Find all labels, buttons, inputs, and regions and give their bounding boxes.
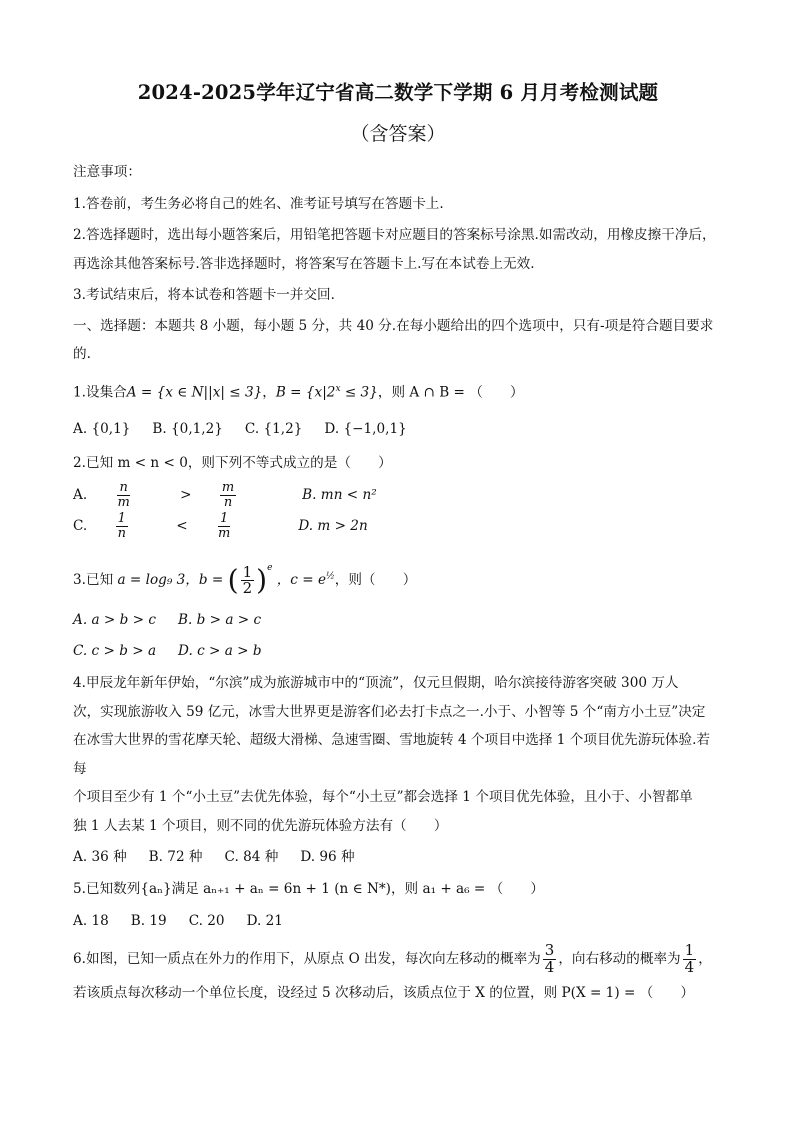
q5-option-b[interactable]: B. 19: [130, 912, 167, 929]
q5-option-a[interactable]: A. 18: [73, 912, 109, 929]
q1-option-a[interactable]: A. {0,1}: [73, 420, 131, 437]
q2-c-frac-2: $\frac{1}{m}$: [218, 511, 231, 541]
q6-line1-end: ，: [698, 950, 712, 967]
q4-option-b[interactable]: B. 72 种: [148, 849, 203, 866]
q4-line-1: 4.甲辰龙年新年伊始，“尔滨”成为旅游城市中的“顶流”，仅元旦假期，哈尔滨接待游客突破 300 万人: [73, 675, 679, 692]
q1-set-b-exp: x: [335, 383, 341, 394]
note-item-2: 2.答选择题时，选出每小题答案后，用铅笔把答题卡对应题目的答案标号涂黑.如需改动，用橡皮擦干净后，: [73, 227, 716, 243]
q4-line-5: 独 1 人去某 1 个项目，则不同的优先游玩体验方法有（ ）: [73, 817, 448, 834]
q1-sep: ，: [262, 384, 276, 401]
q4-options: [73, 843, 723, 871]
q1-option-b[interactable]: B. {0,1,2}: [152, 420, 223, 437]
notes-heading: 注意事项：: [73, 164, 141, 180]
q3-right-paren: ): [256, 563, 268, 597]
q1-options: [73, 415, 723, 443]
section-instructions-cont: 的.: [73, 346, 91, 362]
q1-set-a: A = {x ∈ N||x| ≤ 3}: [126, 384, 263, 401]
question-6: [73, 939, 723, 1008]
q3-b-frac: $\frac{1}{2}$: [242, 562, 253, 598]
q5-option-c[interactable]: C. 20: [188, 912, 225, 929]
q1-option-c[interactable]: C. {1,2}: [244, 420, 303, 437]
q3-c-exp: ½: [326, 571, 335, 582]
q2-option-c-label: C.: [73, 517, 88, 534]
exam-subtitle: （含答案）: [350, 123, 446, 145]
question-2: [73, 449, 723, 541]
q6-line1-mid: ，向右移动的概率为: [558, 950, 681, 967]
exam-page: [73, 78, 723, 1007]
question-5: [73, 875, 723, 935]
q3-c-pre: ，c = e: [276, 572, 327, 589]
q3-option-b[interactable]: B. b > a > c: [177, 612, 262, 629]
note-item-1: 1.答卷前，考生务必将自己的姓名、准考证号填写在答题卡上.: [73, 195, 444, 212]
q2-options-row1: [73, 481, 723, 510]
q2-stem: 2.已知 m < n < 0，则下列不等式成立的是（ ）: [73, 454, 392, 471]
q3-ask: ，则（ ）: [334, 572, 417, 589]
q4-option-a[interactable]: A. 36 种: [73, 849, 127, 866]
exam-title: 2024-2025学年辽宁省高二数学下学期 6 月月考检测试题: [137, 81, 659, 104]
q6-line-1: [73, 939, 723, 979]
q3-option-c[interactable]: C. c > b > a: [73, 643, 157, 660]
q2-option-c[interactable]: [73, 512, 276, 541]
q1-option-d[interactable]: D. {−1,0,1}: [324, 420, 407, 437]
question-1-stem: [73, 375, 723, 407]
q4-line-3: 在冰雪大世界的雪花摩天轮、超级大滑梯、急速雪圈、雪地旋转 4 个项目中选择 1 个项目优先游玩体验.若每: [73, 732, 711, 777]
q3-b-pre: ，b =: [185, 572, 224, 589]
note-item-2-cont: 再选涂其他答案标号.答非选择题时，将答案写在答题卡上.写在本试卷上无效.: [73, 255, 535, 272]
section-choice: [73, 312, 723, 369]
q5-options: [73, 907, 723, 935]
q1-set-b-pre: B = {x|2: [275, 384, 336, 401]
q2-a-frac-2: $\frac{m}{n}$: [221, 480, 235, 511]
q2-c-frac-1: $\frac{1}{n}$: [117, 511, 126, 541]
q3-left-paren: (: [227, 563, 239, 597]
q1-set-b-post: ≤ 3}: [340, 384, 378, 401]
q3-options-row1: [73, 606, 723, 634]
q3-b-exp: e: [267, 563, 273, 574]
q6-line1-pre: 6.如图，已知一质点在外力的作用下，从原点 O 出发，每次向左移动的概率为: [73, 950, 541, 967]
q2-option-a-label: A.: [73, 487, 88, 504]
q3-stem: [73, 546, 723, 602]
q6-right-prob: $\frac{1}{4}$: [684, 941, 695, 976]
q4-line-4: 个项目至少有 1 个“小土豆”去优先体验，每个“小土豆”都会选择 1 个项目优先体验，且小于、小智都单: [73, 789, 693, 806]
note-item-3: 3.考试结束后，将本试卷和答题卡一并交回.: [73, 287, 335, 303]
q6-left-prob: $\frac{3}{4}$: [544, 941, 555, 976]
q4-option-c[interactable]: C. 84 种: [224, 849, 279, 866]
q1-prefix: 1.设集合: [73, 384, 127, 401]
q2-option-a[interactable]: [73, 481, 280, 510]
question-1: [73, 375, 723, 443]
q4-option-d[interactable]: D. 96 种: [300, 849, 355, 866]
q2-option-b[interactable]: B. mn < n²: [302, 487, 377, 504]
q2-option-d[interactable]: D. m > 2n: [298, 517, 368, 534]
q2-c-relation: <: [176, 517, 188, 534]
q3-option-a[interactable]: A. a > b > c: [73, 612, 156, 629]
q2-a-frac-1: $\frac{n}{m}$: [117, 480, 130, 511]
q5-option-d[interactable]: D. 21: [246, 912, 283, 929]
q5-stem: 5.已知数列{aₙ}满足 aₙ₊₁ + aₙ = 6n + 1 (n ∈ N*)，则 a₁ + a₆ = （ ）: [73, 881, 545, 898]
q6-line-2: 若该质点每次移动一个单位长度，设经过 5 次移动后，该质点位于 X 的位置，则 P(X = 1) = （ ）: [73, 984, 695, 1001]
question-3: [73, 546, 723, 665]
notes-block: [73, 158, 723, 310]
question-4: [73, 669, 723, 871]
q3-prefix: 3.已知: [73, 572, 114, 589]
q3-option-d[interactable]: D. c > a > b: [178, 643, 262, 660]
q2-options-row2: [73, 512, 723, 541]
q3-options-row2: [73, 637, 723, 665]
section-instructions: 一、选择题：本题共 8 小题，每小题 5 分，共 40 分.在每小题给出的四个选项中，只有-项是符合题目要求: [73, 317, 714, 334]
q3-a-expr: a = log₉ 3: [117, 572, 186, 589]
q4-line-2: 次，实现旅游收入 59 亿元，冰雪大世界更是游客们必去打卡点之一.小于、小智等 5 个“南方小土豆”决定: [73, 703, 706, 720]
q1-ask: ，则 A ∩ B = （ ）: [377, 384, 524, 401]
q2-a-relation: >: [180, 487, 192, 504]
